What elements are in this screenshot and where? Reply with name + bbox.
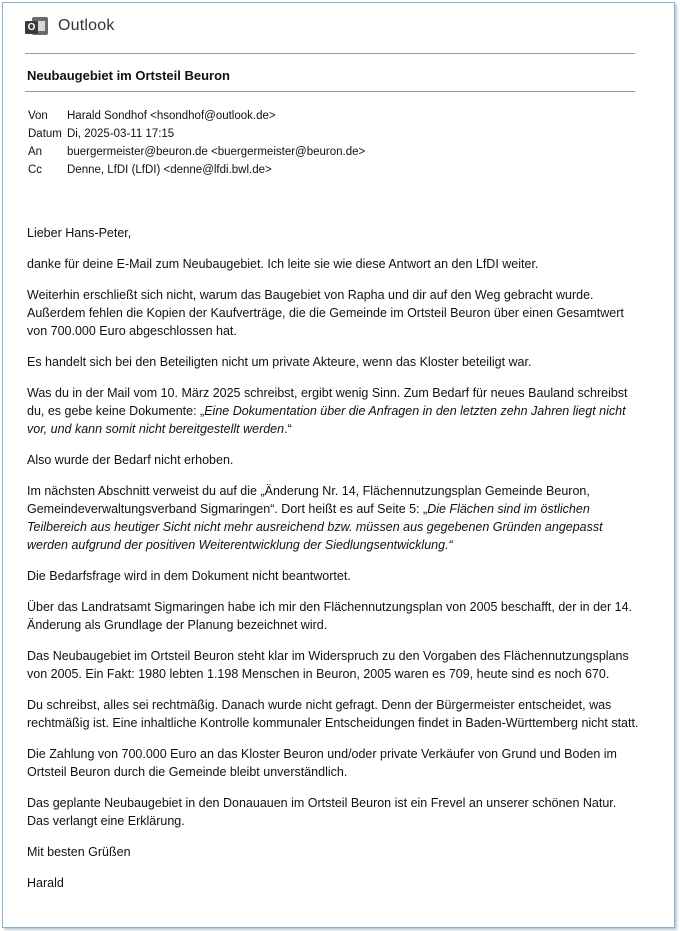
cc-address[interactable]: Denne, LfDI (LfDI) <denne@lfdi.bwl.de> — [67, 164, 272, 176]
header-label: An — [28, 146, 43, 158]
paragraph: Die Zahlung von 700.000 Euro an das Kloster Beuron und/oder private Verkäufer von Grund und Boden im Ortsteil Beuron durch die Gemeinde bleibt unverständlich. — [27, 746, 617, 779]
header-row-date — [28, 125, 365, 143]
paragraph: Die Bedarfsfrage wird in dem Dokument nicht beantwortet. — [27, 569, 351, 583]
email-subject: Neubaugebiet im Ortsteil Beuron — [27, 68, 230, 83]
paragraph: Das Neubaugebiet im Ortsteil Beuron steht klar im Widerspruch zu den Vorgaben des Flächennutzungsplans von 2005. Ein Fakt: 1980 lebten 1.198 Menschen in Beuron, 2005 waren es 709, heute sind es noch 670. — [27, 648, 629, 681]
closing: Mit besten Grüßen — [27, 844, 131, 859]
header-divider — [25, 53, 635, 54]
header-label: Datum — [28, 128, 62, 140]
paragraph: Weiterhin erschließt sich nicht, warum das Baugebiet von Rapha und dir auf den Weg gebracht wurde. Außerdem fehlen die Kopien der Kaufverträge, die die Gemeinde im Ortsteil Beuron über einen Gesamtwert von 700.000 Euro abgeschlossen hat. — [27, 287, 624, 338]
email-window — [2, 2, 675, 928]
header-label: Von — [28, 110, 48, 122]
paragraph: Du schreibst, alles sei rechtmäßig. Danach wurde nicht gefragt. Denn der Bürgermeister entscheidet, was rechtmäßig ist. Eine inhaltliche Kontrolle kommunaler Entscheidungen findet in Baden-Württemberg nicht statt. — [27, 697, 639, 730]
paragraph: Über das Landratsamt Sigmaringen habe ich mir den Flächennutzungsplan von 2005 beschafft, der in der 14. Änderung als Grundlage der Planung bezeichnet wird. — [27, 599, 633, 632]
header-row-from — [28, 107, 365, 125]
quote-end: .“ — [284, 422, 292, 436]
header-label: Cc — [28, 164, 43, 176]
sender-address[interactable]: Harald Sondhof <hsondhof@outlook.de> — [67, 110, 276, 122]
paragraph-with-quote — [27, 482, 639, 555]
quoted-text: Die Flächen sind im östlichen Teilbereich aus heutiger Sicht nicht mehr ausreichend bzw. müssen aus gegebenen Gründen angepasst werden aufgrund der positiven Weiterentwicklung der Siedlungsentwicklung.“ — [27, 501, 603, 553]
greeting: Lieber Hans-Peter, — [27, 226, 132, 240]
signature: Harald — [27, 875, 64, 890]
paragraph: Es handelt sich bei den Beteiligten nicht um private Akteure, wenn das Kloster beteiligt war. — [27, 354, 532, 369]
header-row-to — [28, 143, 365, 161]
quoted-text: Eine Dokumentation über die Anfragen in den letzten zehn Jahren liegt nicht vor, und kann somit nicht bereitgestellt werden — [27, 403, 626, 436]
email-headers — [28, 107, 365, 179]
paragraph: Also wurde der Bedarf nicht erhoben. — [27, 452, 234, 467]
paragraph-text: Was du in der Mail vom 10. März 2025 schreibst, ergibt wenig Sinn. Zum Bedarf für neues Bauland schreibst du, es gebe keine Dokumente: „ — [27, 385, 628, 418]
app-name: Outlook — [58, 17, 115, 34]
email-body — [27, 224, 639, 904]
outlook-icon: O — [25, 15, 49, 37]
header-row-cc — [28, 161, 365, 179]
paragraph-text: Im nächsten Abschnitt verweist du auf die „Änderung Nr. 14, Flächennutzungsplan Gemeinde Beuron, Gemeindeverwaltungsverband Sigmaringen“. Dort heißt es auf Seite 5: „ — [27, 483, 590, 516]
sent-date: Di, 2025-03-11 17:15 — [67, 128, 175, 140]
paragraph: danke für deine E-Mail zum Neubaugebiet. Ich leite sie wie diese Antwort an den LfDI weiter. — [27, 256, 539, 271]
recipient-address[interactable]: buergermeister@beuron.de <buergermeister@beuron.de> — [67, 146, 366, 158]
subject-divider — [25, 91, 635, 92]
app-header — [25, 15, 115, 37]
paragraph-with-quote — [27, 384, 639, 439]
paragraph: Das geplante Neubaugebiet in den Donauauen im Ortsteil Beuron ist ein Frevel an unserer schönen Natur. Das verlangt eine Erklärung. — [27, 795, 617, 828]
